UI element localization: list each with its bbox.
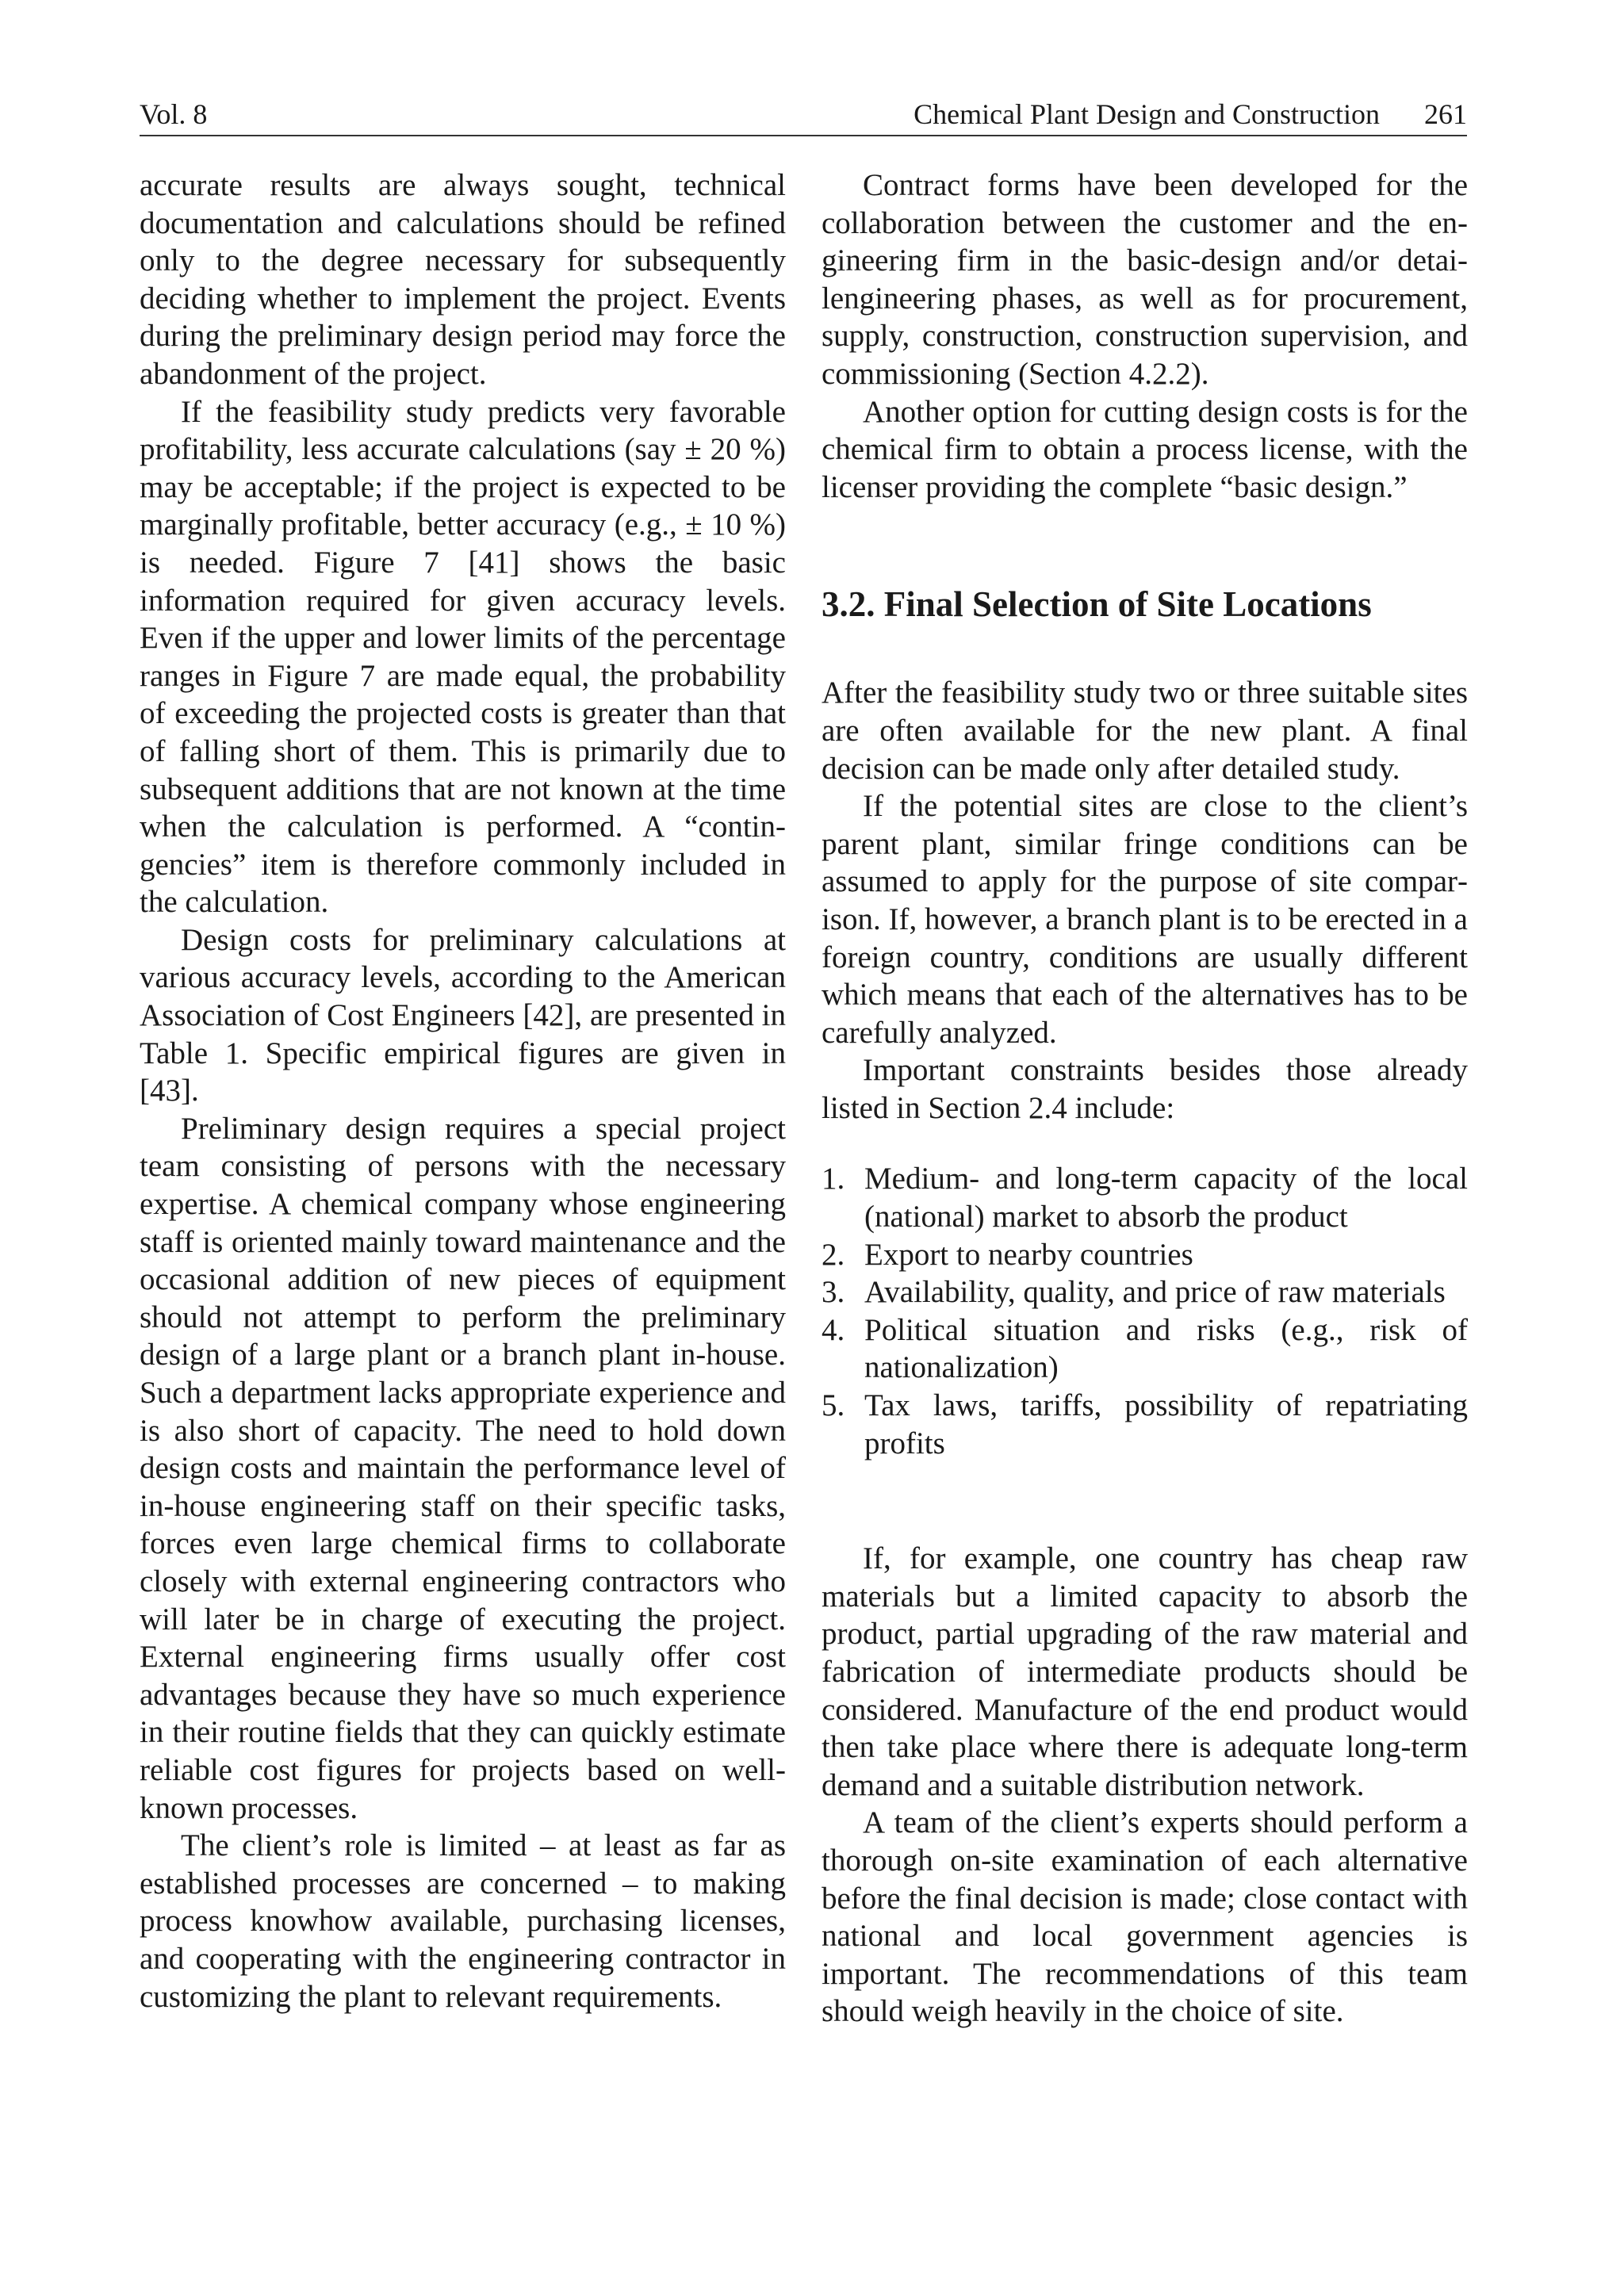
list-item-number: 4. bbox=[822, 1312, 845, 1347]
list-item-number: 3. bbox=[822, 1275, 845, 1310]
section-heading: 3.2. Final Selection of Site Locations bbox=[822, 584, 1372, 625]
list-item-number: 5. bbox=[822, 1388, 845, 1423]
right-column bbox=[822, 167, 1468, 2031]
list-item bbox=[822, 1160, 1468, 1235]
page-number: 261 bbox=[1424, 98, 1467, 130]
paragraph: If the potential sites are close to the client’s parent plant, similar fringe conditions can be assumed to apply for the purpose of site comparison. If, however, a branch plant is to be erected in a foreign country, conditions are usually different which means that each of the alternatives has to be carefully analyzed. bbox=[822, 789, 1468, 1050]
list-item-text: Political situation and risks (e.g., risk of nationalization) bbox=[864, 1312, 1468, 1385]
list-item bbox=[822, 1311, 1468, 1387]
list-item-text: Export to nearby countries bbox=[864, 1237, 1193, 1272]
list-item-text: Availability, quality, and price of raw materials bbox=[864, 1275, 1446, 1310]
running-title: Chemical Plant Design and Construction bbox=[914, 98, 1380, 130]
paragraph: Another option for cutting design costs is for the chemical firm to obtain a process license, with the licenser providing the complete “basic design.” bbox=[822, 394, 1468, 504]
list-item-text: Tax laws, tariffs, possibility of repatriating profits bbox=[864, 1388, 1468, 1460]
list-item bbox=[822, 1236, 1468, 1274]
constraints-list bbox=[822, 1160, 1468, 1462]
running-title-group bbox=[914, 94, 1467, 135]
paragraph: Contract forms have been developed for the collaboration between the customer and the engineering firm in the basic-design and/or detailengineering phases, as well as for procurement, supply, construction, construction supervision, and commissioning (Section 4.2.2). bbox=[822, 168, 1468, 391]
paragraph: Important constraints besides those already listed in Section 2.4 include: bbox=[822, 1053, 1468, 1125]
left-column bbox=[140, 167, 786, 2015]
list-item bbox=[822, 1273, 1468, 1311]
list-item-text: Medium- and long-term capacity of the local (national) market to absorb the product bbox=[864, 1162, 1468, 1235]
volume-label: Vol. 8 bbox=[140, 98, 208, 130]
paragraph: A team of the client’s experts should perform a thorough on-site examination of each alternative before the final decision is made; close contact with national and local government agencies is important. The recommendations of this team should weigh heavily in the choice of site. bbox=[822, 1805, 1468, 2029]
running-header bbox=[140, 94, 1467, 136]
list-item-number: 1. bbox=[822, 1162, 845, 1196]
list-item bbox=[822, 1387, 1468, 1462]
paragraph: After the feasibility study two or three suitable sites are often available for the new plant. A final decision can be made only after detailed study. bbox=[822, 676, 1468, 786]
paragraph: Design costs for preliminary calculations at various accuracy levels, according to the American Association of Cost Engineers [42], are presented in Table 1. Specific empirical figures are given in [43]. bbox=[140, 922, 786, 1108]
list-item-number: 2. bbox=[822, 1237, 845, 1272]
paragraph: If, for example, one country has cheap raw materials but a limited capacity to absorb the product, partial upgrading of the raw material and fabrication of intermediate products should be considered. Manufacture of the end product would then take place where there is adequate long-term demand and a suitable distribution network. bbox=[822, 1541, 1468, 1802]
paragraph: Preliminary design requires a special project team consisting of persons with the necessary expertise. A chemical company whose engineering staff is oriented mainly toward maintenance and the occasional addition of new pieces of equipment should not attempt to perform the preliminary design of a large plant or a branch plant in-house. Such a department lacks appropriate experience and is also short of capacity. The need to hold down design costs and maintain the performance level of in-house engineering staff on their specific tasks, forces even large chemical firms to collaborate closely with external engineering contractors who will later be in charge of executing the project. External engineering firms usually offer cost advantages because they have so much experience in their routine fields that they can quickly estimate reliable cost figures for projects based on well-known processes. bbox=[140, 1111, 786, 1825]
paragraph: accurate results are always sought, technical documentation and calculations should be refined only to the degree necessary for subsequently deciding whether to implement the project. Events during the preliminary design period may force the abandonment of the project. bbox=[140, 168, 786, 391]
paragraph: The client’s role is limited – at least as far as established processes are concerned – to making process knowhow available, purchasing licenses, and cooperating with the engineering contractor in customizing the plant to relevant requirements. bbox=[140, 1828, 786, 2014]
paragraph: If the feasibility study predicts very favorable profitability, less accurate calculations (say ± 20 %) may be acceptable; if the project is expected to be marginally profitable, better accuracy (e.g., ± 10 %) is needed. Figure 7 [41] shows the basic information required for given accuracy levels. Even if the upper and lower limits of the percentage ranges in Figure 7 are made equal, the probability of exceeding the projected costs is greater than that of falling short of them. This is primarily due to subsequent additions that are not known at the time when the calculation is performed. A “contingencies” item is therefore commonly included in the calculation. bbox=[140, 394, 786, 920]
